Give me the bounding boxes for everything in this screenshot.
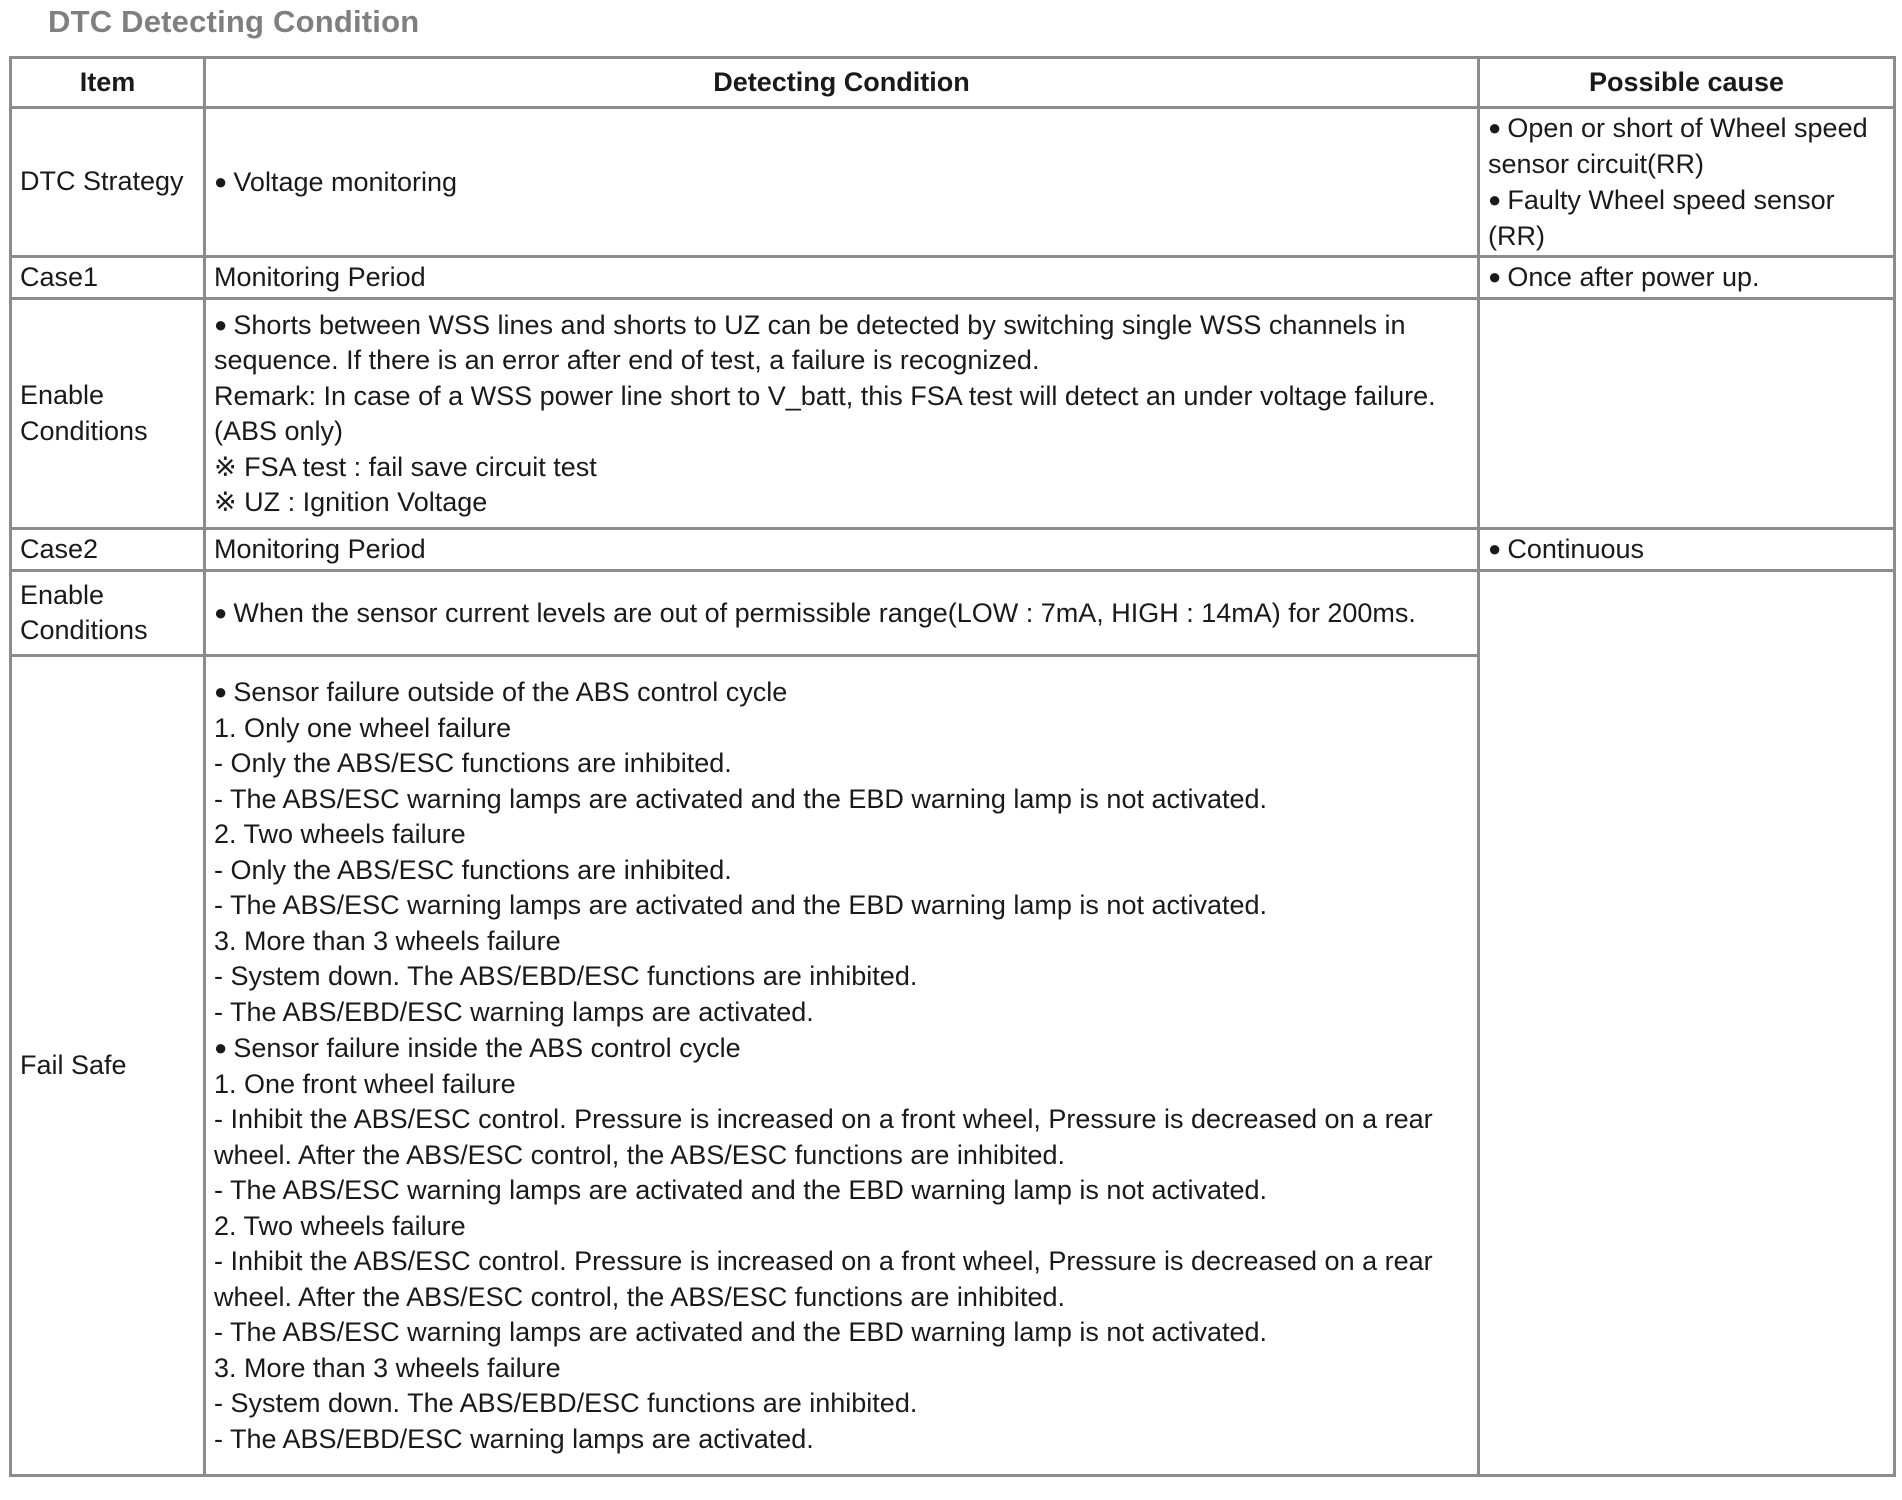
failsafe-line-8: 3. More than 3 wheels failure — [214, 925, 561, 956]
failsafe-line-14: - The ABS/ESC warning lamps are activated and the EBD warning lamp is not activated. — [214, 1175, 1268, 1205]
table-row-case1 — [11, 257, 1895, 299]
cell-condition-enable-conditions-2 — [205, 571, 1479, 656]
cell-condition-case2: Monitoring Period — [205, 529, 1479, 571]
enable1-line-4: ※ UZ : Ignition Voltage — [214, 485, 1469, 521]
enable1-line-3: ※ FSA test : fail save circuit test — [214, 450, 1469, 486]
dtc-table — [9, 56, 1896, 1477]
page-title: DTC Detecting Condition — [48, 4, 420, 39]
cell-cause-case2 — [1479, 529, 1895, 571]
failsafe-line-18: 3. More than 3 wheels failure — [214, 1352, 561, 1383]
failsafe-line-16: - Inhibit the ABS/ESC control. Pressure is increased on a front wheel, Pressure is decreased on a rear wheel. After the ABS/ESC control, the ABS/ESC functions are inhibited. — [214, 1246, 1433, 1312]
enable1-line-1: ● Shorts between WSS lines and shorts to UZ can be detected by switching single WSS channels in sequence. If there is an error after end of test, a failure is recognized. — [214, 307, 1469, 379]
table-row-enable-conditions-1 — [11, 299, 1895, 529]
failsafe-line-12: 1. One front wheel failure — [214, 1068, 516, 1099]
failsafe-line-19: - System down. The ABS/EBD/ESC functions are inhibited. — [214, 1388, 918, 1418]
cell-item-dtc-strategy: DTC Strategy — [11, 108, 205, 257]
failsafe-line-15: 2. Two wheels failure — [214, 1210, 466, 1241]
possible-cause-2: ● Faulty Wheel speed sensor (RR) — [1488, 182, 1885, 254]
failsafe-line-1: ● Sensor failure outside of the ABS control cycle — [214, 674, 1469, 711]
table-row-case2 — [11, 529, 1895, 571]
failsafe-line-9: - System down. The ABS/EBD/ESC functions are inhibited. — [214, 961, 918, 991]
failsafe-line-20: - The ABS/EBD/ESC warning lamps are activated. — [214, 1423, 814, 1454]
cell-condition-fail-safe — [205, 656, 1479, 1476]
enable1-line-2: Remark: In case of a WSS power line short to V_batt, this FSA test will detect an under voltage failure.(ABS only) — [214, 380, 1436, 446]
failsafe-line-13: - Inhibit the ABS/ESC control. Pressure is increased on a front wheel, Pressure is decreased on a rear wheel. After the ABS/ESC control, the ABS/ESC functions are inhibited. — [214, 1104, 1433, 1170]
failsafe-line-5: 2. Two wheels failure — [214, 819, 466, 849]
cell-cause-enable2-failsafe — [1479, 571, 1895, 1476]
possible-cause-1: ● Open or short of Wheel speed sensor circuit(RR) — [1488, 110, 1885, 182]
failsafe-line-7: - The ABS/ESC warning lamps are activated and the EBD warning lamp is not activated. — [214, 890, 1268, 920]
failsafe-line-10: - The ABS/EBD/ESC warning lamps are activated. — [214, 996, 814, 1027]
cell-condition-case1: Monitoring Period — [205, 257, 1479, 299]
cell-cause-dtc-strategy — [1479, 108, 1895, 257]
table-row-dtc-strategy — [11, 108, 1895, 257]
cell-condition-enable-conditions-1 — [205, 299, 1479, 529]
failsafe-line-17: - The ABS/ESC warning lamps are activated and the EBD warning lamp is not activated. — [214, 1317, 1268, 1347]
cell-cause-case1 — [1479, 257, 1895, 299]
failsafe-line-6: - Only the ABS/ESC functions are inhibited. — [214, 854, 732, 885]
cell-item-fail-safe: Fail Safe — [11, 656, 205, 1476]
header-item: Item — [11, 58, 205, 108]
cell-item-case2: Case2 — [11, 529, 205, 571]
strategy-condition-text: ● Voltage monitoring — [214, 164, 1469, 201]
case2-cause-text: ● Continuous — [1488, 531, 1885, 568]
header-possible-cause: Possible cause — [1479, 58, 1895, 108]
cell-condition-dtc-strategy — [205, 108, 1479, 257]
cell-item-enable-conditions-2: Enable Conditions — [11, 571, 205, 656]
enable2-condition-text: ● When the sensor current levels are out of permissible range(LOW : 7mA, HIGH : 14mA) for 200ms. — [214, 595, 1469, 632]
cell-item-enable-conditions-1: Enable Conditions — [11, 299, 205, 529]
cell-item-case1: Case1 — [11, 257, 205, 299]
failsafe-line-11: ● Sensor failure inside the ABS control cycle — [214, 1030, 1469, 1067]
case1-cause-text: ● Once after power up. — [1488, 259, 1885, 296]
failsafe-line-3: - Only the ABS/ESC functions are inhibited. — [214, 748, 732, 778]
failsafe-line-4: - The ABS/ESC warning lamps are activated and the EBD warning lamp is not activated. — [214, 783, 1268, 814]
cell-cause-enable-conditions-1 — [1479, 299, 1895, 529]
header-row — [11, 58, 1895, 108]
header-detecting-condition: Detecting Condition — [205, 58, 1479, 108]
failsafe-line-2: 1. Only one wheel failure — [214, 712, 512, 743]
table-row-enable-conditions-2 — [11, 571, 1895, 656]
